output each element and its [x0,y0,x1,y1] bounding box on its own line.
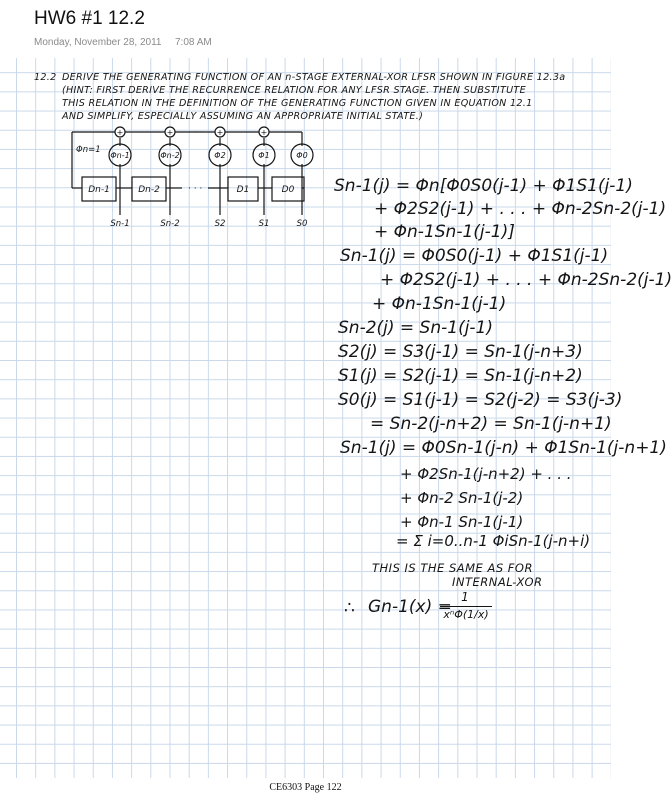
coefficient-label: Φn-1 [110,151,130,160]
problem-line-2: (HINT: FIRST DERIVE THE RECURRENCE RELATION FOR ANY LFSR STAGE. THEN SUBSTITUTE [62,85,526,96]
page-title: HW6 #1 12.2 [34,8,145,29]
chain-ellipsis: · · · [187,184,203,194]
derivation-line: Sn-1(j) = Φn[Φ0S0(j-1) + Φ1S1(j-1) [334,176,633,196]
flipflop-label: Dn-2 [138,185,160,195]
phi-n-label: Φn=1 [76,145,101,155]
derivation-line: S1(j) = S2(j-1) = Sn-1(j-n+2) [338,366,583,386]
xor-symbol: + [116,128,124,137]
problem-number: 12.2 [34,72,57,83]
output-label: S2 [214,219,226,229]
comment-line-1: THIS IS THE SAME AS FOR [372,561,533,575]
derivation-line: = Σ i=0..n-1 ΦiSn-1(j-n+i) [396,532,591,550]
result-numerator: 1 [461,590,469,604]
derivation-line: + Φn-2 Sn-1(j-2) [400,489,524,507]
derivation-line: = Sn-2(j-n+2) = Sn-1(j-n+1) [370,414,612,434]
problem-line-4: AND SIMPLIFY, ESPECIALLY ASSUMING AN APPROPRIATE INITIAL STATE.) [62,111,424,122]
derivation-line: S0(j) = S1(j-1) = S2(j-2) = S3(j-3) [338,390,623,410]
therefore-symbol: ∴ [344,598,355,618]
coefficient-label: Φ2 [214,151,226,160]
result-lhs: Gn-1(x) = [368,597,452,617]
page-time: 7:08 AM [175,37,212,48]
derivation-line: Sn-2(j) = Sn-1(j-1) [338,318,494,338]
xor-symbol: + [166,128,174,137]
lfsr-diagram [58,120,338,230]
flipflop-label: D0 [281,185,295,195]
output-label: S1 [258,219,270,229]
derivation-line: + Φ2S2(j-1) + . . . + Φn-2Sn-2(j-1) [374,199,667,219]
derivation-line: + Φn-1Sn-1(j-1)] [374,222,515,242]
coefficient-label: Φ0 [296,151,308,160]
flipflop-label: Dn-1 [88,185,110,195]
coefficient-label: Φ1 [258,151,270,160]
coefficient-label: Φn-2 [160,151,180,160]
problem-line-1: DERIVE THE GENERATING FUNCTION OF AN n-STAGE EXTERNAL-XOR LFSR SHOWN IN FIGURE 12.3a [62,72,566,83]
result-denominator: xⁿΦ(1/x) [443,608,489,621]
xor-symbol: + [260,128,268,137]
derivation-line: + Φ2S2(j-1) + . . . + Φn-2Sn-2(j-1) [380,270,672,290]
page-footer: CE6303 Page 122 [269,782,342,793]
derivation-line: + Φn-1 Sn-1(j-1) [400,513,524,531]
derivation-line: S2(j) = S3(j-1) = Sn-1(j-n+3) [338,342,583,362]
problem-line-3: THIS RELATION IN THE DEFINITION OF THE GENERATING FUNCTION GIVEN IN EQUATION 12.1 [62,98,533,109]
comment-line-2: INTERNAL-XOR [452,575,543,589]
fraction-bar [440,606,492,607]
feedback-ellipsis: · · · [187,128,203,138]
derivation-line: Sn-1(j) = Φ0Sn-1(j-n) + Φ1Sn-1(j-n+1) [340,438,667,458]
page-date: Monday, November 28, 2011 [34,37,162,48]
derivation-line: Sn-1(j) = Φ0S0(j-1) + Φ1S1(j-1) [340,246,609,266]
derivation-line: + Φn-1Sn-1(j-1) [372,294,507,314]
output-label: S0 [296,219,308,229]
output-label: Sn-1 [110,219,130,229]
xor-symbol: + [216,128,224,137]
output-label: Sn-2 [160,219,180,229]
derivation-line: + Φ2Sn-1(j-n+2) + . . . [400,465,572,483]
flipflop-label: D1 [236,185,250,195]
